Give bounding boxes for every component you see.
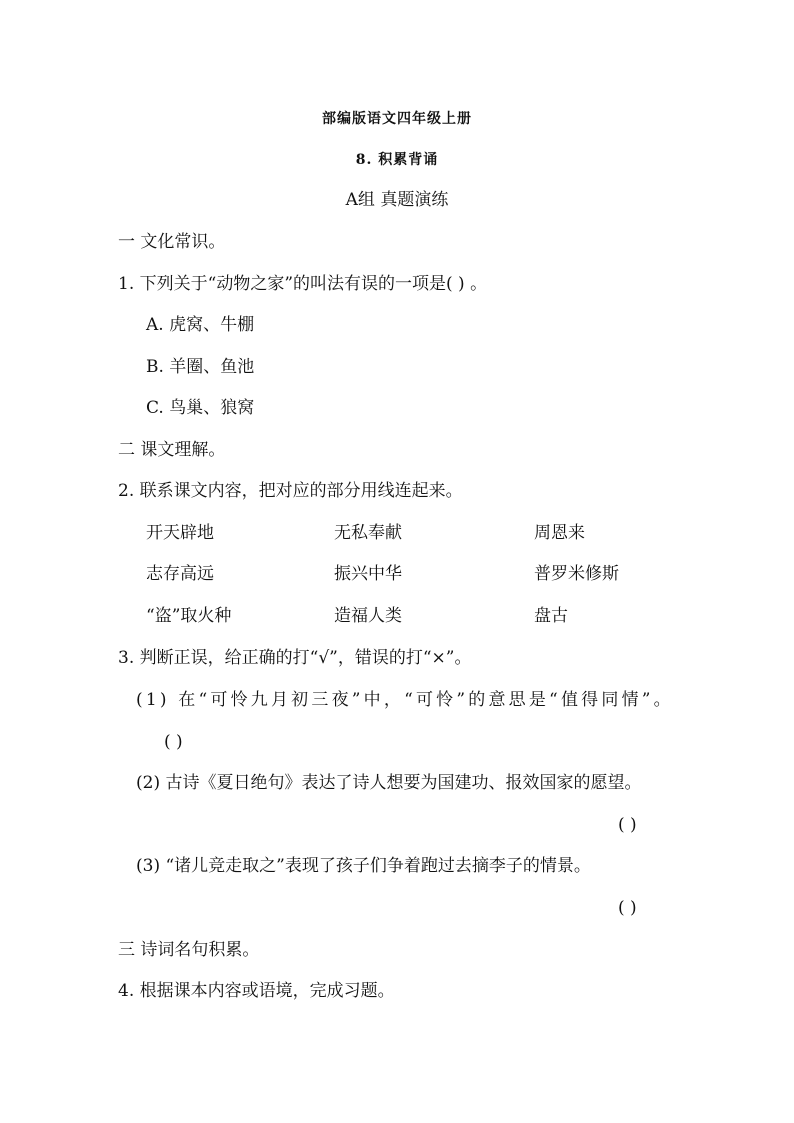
question-2-stem: 2. 联系课文内容，把对应的部分用线连起来。: [118, 481, 463, 501]
section-heading-culture: 一 文化常识。: [118, 232, 226, 252]
answer-blank-3: ( ): [618, 898, 637, 918]
answer-blank-1: ( ): [164, 732, 183, 752]
section-heading-comprehension: 二 课文理解。: [118, 440, 226, 460]
question-3-item-3: (3) “诸儿竞走取之”表现了孩子们争着跑过去摘李子的情景。: [136, 856, 591, 876]
answer-blank-2: ( ): [618, 815, 637, 835]
section-heading-poetry: 三 诗词名句积累。: [118, 940, 260, 960]
group-heading: A组 真题演练: [345, 190, 449, 210]
lesson-title: 8. 积累背诵: [355, 152, 439, 168]
match-col1-item: 志存高远: [146, 564, 214, 584]
question-3-item-1: (1) 在“可怜九月初三夜”中，“可怜”的意思是“值得同情”。: [136, 690, 674, 710]
question-3-item-2: (2) 古诗《夏日绝句》表达了诗人想要为国建功、报效国家的愿望。: [136, 773, 642, 793]
question-3-stem: 3. 判断正误，给正确的打“√”，错误的打“×”。: [118, 648, 472, 668]
match-col2-item: 造福人类: [334, 606, 402, 626]
match-col3-item: 周恩来: [534, 523, 585, 543]
document-title: 部编版语文四年级上册: [322, 111, 472, 127]
match-col1-item: 开天辟地: [146, 523, 214, 543]
question-1-option-a: A. 虎窝、牛棚: [146, 315, 255, 335]
question-1-option-c: C. 鸟巢、狼窝: [146, 398, 255, 418]
match-col1-item: “盗”取火种: [146, 606, 232, 626]
question-1-stem: 1. 下列关于“动物之家”的叫法有误的一项是( ) 。: [118, 274, 488, 294]
match-col2-item: 无私奉献: [334, 523, 402, 543]
question-1-option-b: B. 羊圈、鱼池: [146, 357, 255, 377]
match-col2-item: 振兴中华: [334, 564, 402, 584]
question-4-stem: 4. 根据课本内容或语境，完成习题。: [118, 981, 395, 1001]
match-col3-item: 盘古: [534, 606, 568, 626]
match-col3-item: 普罗米修斯: [534, 564, 619, 584]
